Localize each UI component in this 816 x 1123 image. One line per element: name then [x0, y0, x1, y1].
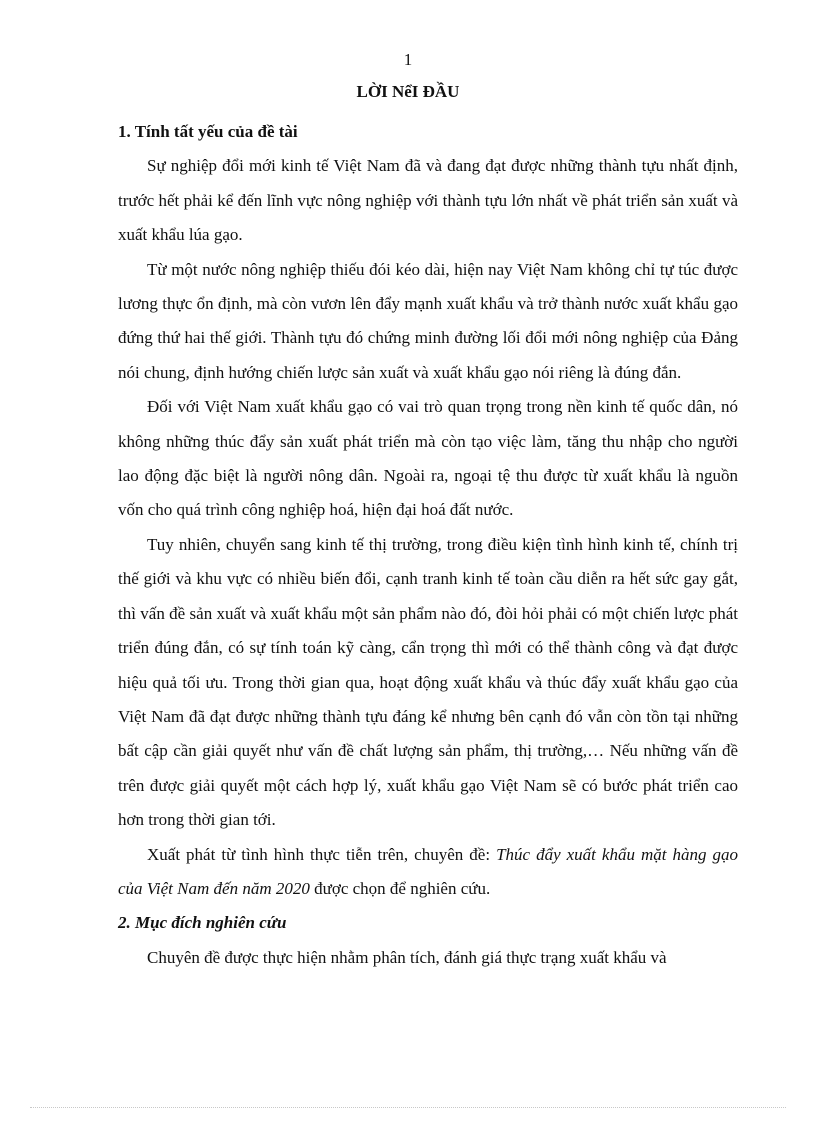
- paragraph: Sự nghiệp đổi mới kinh tế Việt Nam đã và đang đạt được những thành tựu nhất định, trước hết phải kể đến lĩnh vực nông nghiệp với thành tựu lớn nhất về phát triển sản xuất và xuất khẩu lúa gạo.: [118, 156, 738, 245]
- page-number: 1: [403, 50, 413, 69]
- paragraph: Chuyên đề được thực hiện nhằm phân tích, đánh giá thực trạng xuất khẩu và: [147, 947, 667, 967]
- paragraph: Từ một nước nông nghiệp thiếu đói kéo dài, hiện nay Việt Nam không chỉ tự túc được lương thực ổn định, mà còn vươn lên đẩy mạnh xuất khẩu và trở thành nước xuất khẩu gạo đứng thứ hai thế giới. Thành tựu đó chứng minh đường lối đổi mới nông nghiệp của Đảng nói chung, định hướng chiến lược sản xuất và xuất khẩu gạo nói riêng là đúng đắn.: [118, 259, 738, 382]
- paragraph-topic: [118, 838, 738, 907]
- section-1-heading: 1. Tính tất yếu của đề tài: [118, 122, 298, 141]
- document-body: [118, 115, 738, 975]
- topic-intro-text: Xuất phát từ tình hình thực tiễn trên, chuyên đề:: [147, 844, 497, 864]
- section-2-heading: 2. Mục đích nghiên cứu: [118, 913, 287, 933]
- topic-outro-text: được chọn để nghiên cứu.: [309, 878, 491, 898]
- topic-title-italic: Thúc đẩy xuất khẩu mặt hàng gạo của Việt Nam đến năm 2020: [118, 844, 738, 898]
- page-bottom-divider: [30, 1107, 786, 1108]
- paragraph: Tuy nhiên, chuyển sang kinh tế thị trường, trong điều kiện tình hình kinh tế, chính trị thế giới và khu vực có nhiều biến đổi, cạnh tranh kinh tế toàn cầu diễn ra hết sức gay gắt, thì vấn đề sản xuất và xuất khẩu một sản phẩm nào đó, đòi hỏi phải có một chiến lược phát triển đúng đắn, có sự tính toán kỹ càng, cẩn trọng thì mới có thể thành công và đạt được hiệu quả tối ưu. Trong thời gian qua, hoạt động xuất khẩu và thúc đẩy xuất khẩu gạo của Việt Nam đã đạt được những thành tựu đáng kể nhưng bên cạnh đó vẫn còn tồn tại những bất cập cần giải quyết như vấn đề chất lượng sản phẩm, thị trường,… Nếu những vấn đề trên được giải quyết một cách hợp lý, xuất khẩu gạo Việt Nam sẽ có bước phát triển cao hơn trong thời gian tới.: [118, 534, 738, 830]
- paragraph: Đối với Việt Nam xuất khẩu gạo có vai trò quan trọng trong nền kinh tế quốc dân, nó không những thúc đẩy sản xuất phát triển mà còn tạo việc làm, tăng thu nhập cho người lao động đặc biệt là người nông dân. Ngoài ra, ngoại tệ thu được từ xuất khẩu là nguồn vốn cho quá trình công nghiệp hoá, hiện đại hoá đất nước.: [118, 397, 738, 520]
- page-title: LỜI NểI ĐẦU: [356, 82, 460, 101]
